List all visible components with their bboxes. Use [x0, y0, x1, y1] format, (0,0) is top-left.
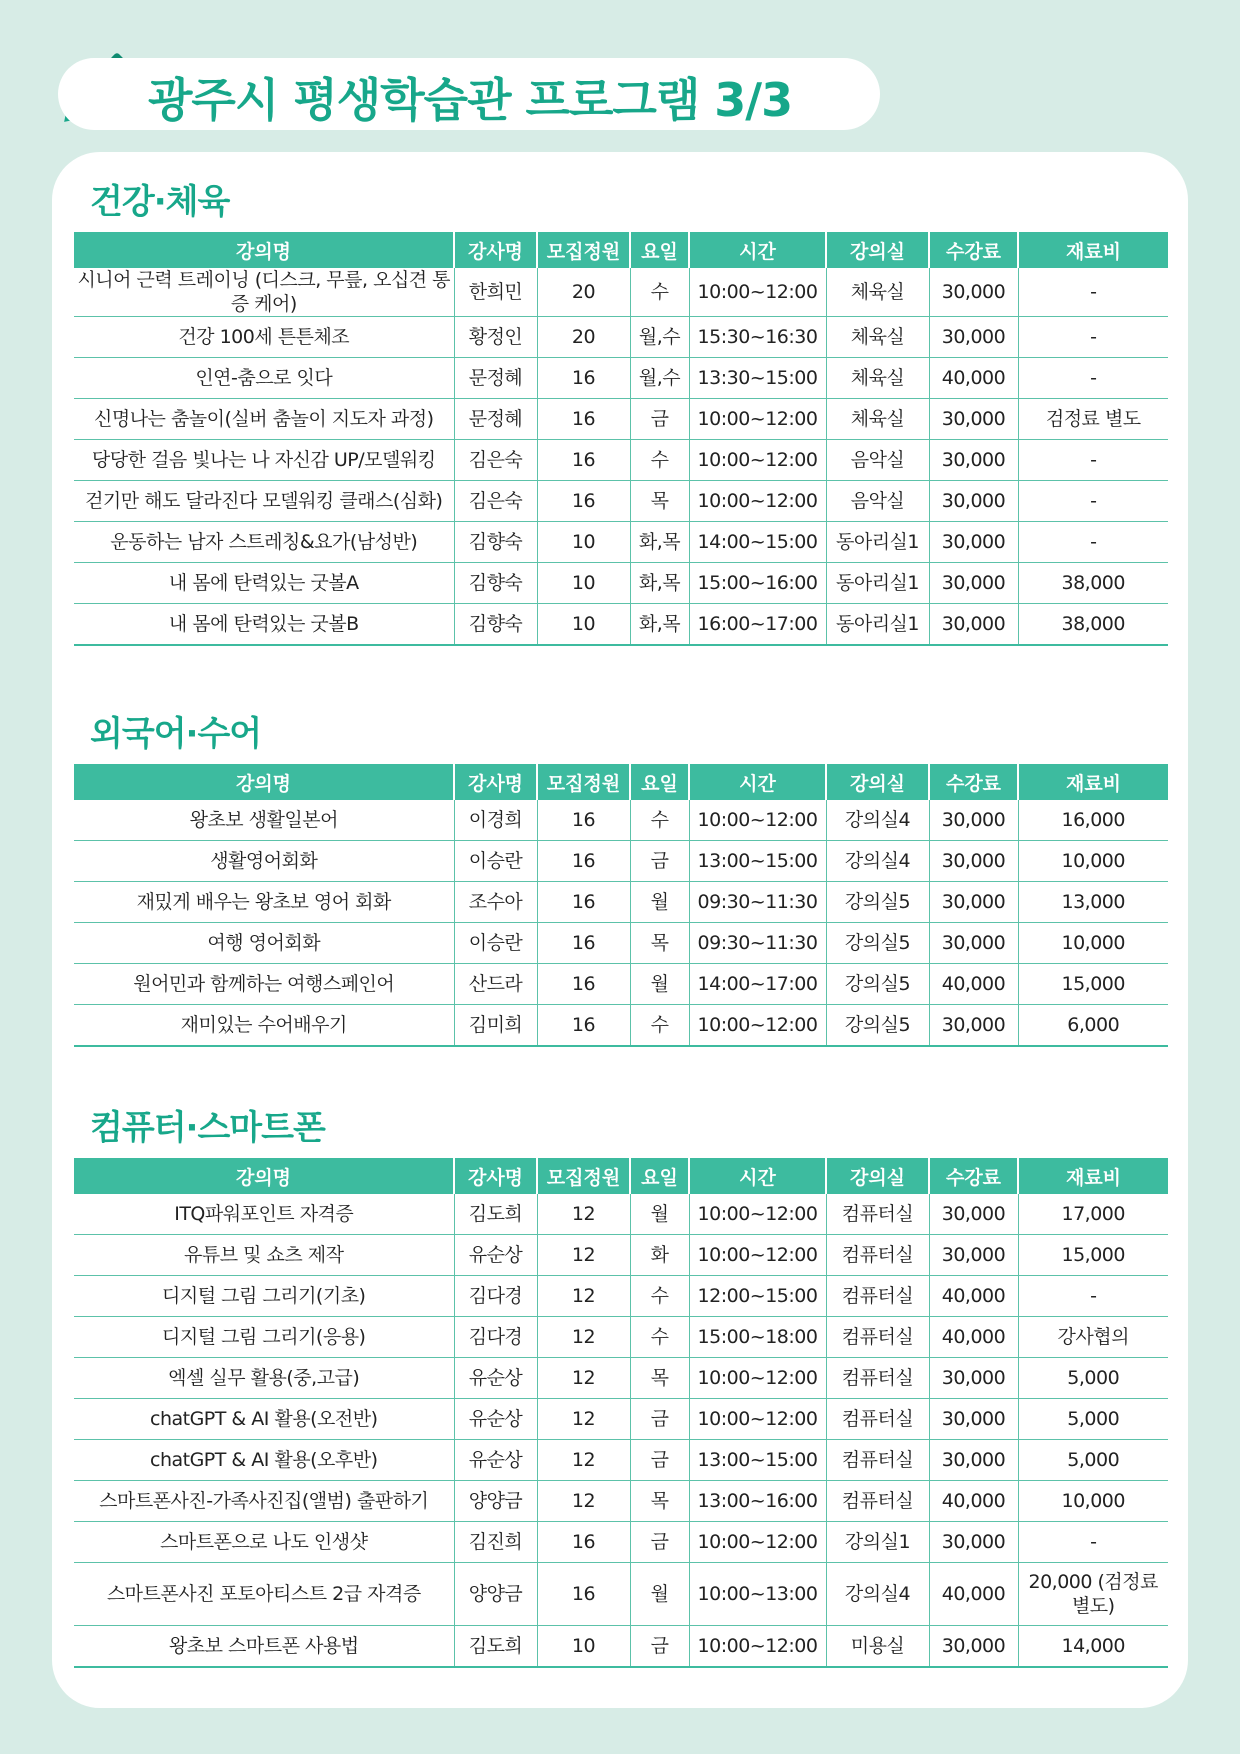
page-title: 광주시 평생학습관 프로그램 3/3: [148, 73, 793, 127]
cell-tuition: 30,000: [929, 1358, 1018, 1399]
cell-instructor: 김도희: [454, 1194, 537, 1235]
cell-time: 10:00~12:00: [689, 268, 826, 317]
cell-day: 월: [630, 1194, 689, 1235]
cell-material-fee: 16,000: [1018, 800, 1168, 841]
cell-classroom: 컴퓨터실: [826, 1358, 929, 1399]
cell-tuition: 40,000: [929, 1317, 1018, 1358]
column-header-classroom: 강의실: [826, 232, 929, 268]
cell-time: 10:00~12:00: [689, 800, 826, 841]
column-header-instructor: 강사명: [454, 1158, 537, 1194]
cell-capacity: 10: [537, 563, 630, 604]
cell-classroom: 체육실: [826, 268, 929, 317]
cell-tuition: 30,000: [929, 268, 1018, 317]
cell-material-fee: -: [1018, 1522, 1168, 1563]
cell-instructor: 김은숙: [454, 481, 537, 522]
cell-tuition: 30,000: [929, 522, 1018, 563]
cell-course-name: ITQ파워포인트 자격증: [174, 1203, 354, 1225]
cell-material-fee: 10,000: [1018, 841, 1168, 882]
table-row: [74, 1317, 1168, 1358]
cell-capacity: 12: [537, 1399, 630, 1440]
cell-time: 09:30~11:30: [689, 882, 826, 923]
cell-material-fee: 강사협의: [1018, 1317, 1168, 1358]
cell-time: 14:00~15:00: [689, 522, 826, 563]
cell-classroom: 동아리실1: [826, 563, 929, 604]
cell-material-fee: 10,000: [1018, 923, 1168, 964]
cell-tuition: 30,000: [929, 399, 1018, 440]
cell-classroom: 동아리실1: [826, 522, 929, 563]
cell-material-fee: 15,000: [1018, 964, 1168, 1005]
cell-day: 금: [630, 841, 689, 882]
cell-material-fee: -: [1018, 317, 1168, 358]
cell-material-fee: -: [1018, 268, 1168, 317]
column-header-day: 요일: [630, 232, 689, 268]
cell-material-fee: -: [1018, 440, 1168, 481]
cell-time: 13:30~15:00: [689, 358, 826, 399]
cell-capacity: 10: [537, 604, 630, 646]
cell-tuition: 30,000: [929, 923, 1018, 964]
cell-course-name: 운동하는 남자 스트레칭&요가(남성반): [74, 522, 454, 563]
cell-instructor: 문정혜: [454, 399, 537, 440]
section-computer: [74, 1106, 1168, 1668]
cell-course-name: 엑셀 실무 활용(중,고급): [74, 1358, 454, 1399]
cell-time: 13:00~15:00: [689, 1440, 826, 1481]
cell-day: 월,수: [630, 358, 689, 399]
cell-instructor: 김미희: [454, 1005, 537, 1047]
cell-instructor: 김향숙: [454, 522, 537, 563]
cell-classroom: 음악실: [826, 481, 929, 522]
cell-day: 화,목: [630, 604, 689, 646]
cell-instructor: 이승란: [454, 923, 537, 964]
section-title: 외국어·수어: [90, 714, 262, 754]
cell-classroom: 강의실1: [826, 1522, 929, 1563]
cell-instructor: 황정인: [454, 317, 537, 358]
cell-material-fee: 38,000: [1018, 563, 1168, 604]
cell-capacity: 16: [537, 358, 630, 399]
cell-tuition: 30,000: [929, 604, 1018, 646]
table-row: [74, 1005, 1168, 1047]
table-row: [74, 1522, 1168, 1563]
cell-tuition: 30,000: [929, 1626, 1018, 1668]
cell-instructor: 이승란: [454, 841, 537, 882]
cell-instructor: 유순상: [454, 1440, 537, 1481]
cell-tuition: 40,000: [929, 1481, 1018, 1522]
cell-time: 10:00~13:00: [689, 1563, 826, 1626]
column-header-classroom: 강의실: [826, 1158, 929, 1194]
cell-day: 월: [630, 1563, 689, 1626]
cell-classroom: 강의실4: [826, 800, 929, 841]
cell-capacity: 16: [537, 923, 630, 964]
cell-course-name: 여행 영어회화: [74, 923, 454, 964]
cell-material-fee: 5,000: [1018, 1358, 1168, 1399]
cell-capacity: 16: [537, 882, 630, 923]
cell-tuition: 30,000: [929, 841, 1018, 882]
cell-course-name: chatGPT & AI 활용(오후반): [74, 1440, 454, 1481]
table-row: [74, 481, 1168, 522]
cell-time: 10:00~12:00: [689, 440, 826, 481]
cell-course-name: 건강 100세 튼튼체조: [74, 317, 454, 358]
cell-time: 10:00~12:00: [689, 1358, 826, 1399]
cell-day: 목: [630, 481, 689, 522]
cell-day: 화,목: [630, 563, 689, 604]
cell-material-fee: 14,000: [1018, 1626, 1168, 1668]
cell-course-name: 디지털 그림 그리기(응용): [74, 1317, 454, 1358]
table-header-row: [74, 232, 1168, 268]
column-header-tuition: 수강료: [929, 1158, 1018, 1194]
column-header-capacity: 모집정원: [537, 764, 630, 800]
section-title: 컴퓨터·스마트폰: [90, 1108, 325, 1148]
cell-classroom: 미용실: [826, 1626, 929, 1668]
table-row: [74, 1563, 1168, 1626]
cell-instructor: 양양금: [454, 1563, 537, 1626]
section-health: [74, 180, 1168, 646]
table-row: [74, 964, 1168, 1005]
cell-instructor: 김다경: [454, 1317, 537, 1358]
cell-day: 금: [630, 1399, 689, 1440]
cell-instructor: 김다경: [454, 1276, 537, 1317]
cell-instructor: 김도희: [454, 1626, 537, 1668]
cell-tuition: 40,000: [929, 358, 1018, 399]
cell-tuition: 30,000: [929, 800, 1018, 841]
cell-day: 화,목: [630, 522, 689, 563]
table-row: [74, 268, 1168, 317]
cell-course-name: 스마트폰사진 포토아티스트 2급 자격증: [74, 1563, 454, 1626]
cell-course-name: 유튜브 및 쇼츠 제작: [74, 1235, 454, 1276]
cell-instructor: 이경희: [454, 800, 537, 841]
cell-material-fee: 20,000 (검정료 별도): [1018, 1563, 1168, 1626]
cell-capacity: 12: [537, 1317, 630, 1358]
cell-time: 10:00~12:00: [689, 1399, 826, 1440]
column-header-material-fee: 재료비: [1018, 1158, 1168, 1194]
cell-day: 금: [630, 399, 689, 440]
table-row: [74, 1626, 1168, 1668]
column-header-instructor: 강사명: [454, 232, 537, 268]
cell-course-name: 생활영어회화: [74, 841, 454, 882]
cell-material-fee: 5,000: [1018, 1399, 1168, 1440]
table-row: [74, 800, 1168, 841]
cell-day: 목: [630, 1358, 689, 1399]
cell-material-fee: 13,000: [1018, 882, 1168, 923]
cell-material-fee: -: [1018, 522, 1168, 563]
cell-classroom: 동아리실1: [826, 604, 929, 646]
cell-time: 14:00~17:00: [689, 964, 826, 1005]
cell-course-name: 스마트폰으로 나도 인생샷: [74, 1522, 454, 1563]
cell-capacity: 16: [537, 440, 630, 481]
cell-tuition: 40,000: [929, 1563, 1018, 1626]
cell-day: 수: [630, 1005, 689, 1047]
table-header-row: [74, 1158, 1168, 1194]
cell-time: 10:00~12:00: [689, 1235, 826, 1276]
cell-tuition: 40,000: [929, 1276, 1018, 1317]
column-header-tuition: 수강료: [929, 764, 1018, 800]
cell-classroom: 강의실4: [826, 1563, 929, 1626]
cell-capacity: 16: [537, 841, 630, 882]
table-row: [74, 1481, 1168, 1522]
cell-tuition: 30,000: [929, 440, 1018, 481]
program-table: [74, 764, 1168, 1047]
cell-material-fee: 검정료 별도: [1018, 399, 1168, 440]
cell-tuition: 30,000: [929, 1235, 1018, 1276]
cell-classroom: 컴퓨터실: [826, 1399, 929, 1440]
cell-course-name: 내 몸에 탄력있는 굿볼A: [74, 563, 454, 604]
cell-day: 월: [630, 882, 689, 923]
cell-time: 13:00~15:00: [689, 841, 826, 882]
table-row: [74, 604, 1168, 646]
column-header-capacity: 모집정원: [537, 1158, 630, 1194]
cell-time: 10:00~12:00: [689, 399, 826, 440]
cell-instructor: 김향숙: [454, 563, 537, 604]
cell-classroom: 강의실5: [826, 882, 929, 923]
table-row: [74, 440, 1168, 481]
cell-capacity: 12: [537, 1194, 630, 1235]
cell-material-fee: -: [1018, 481, 1168, 522]
cell-capacity: 12: [537, 1276, 630, 1317]
cell-classroom: 컴퓨터실: [826, 1440, 929, 1481]
cell-capacity: 12: [537, 1358, 630, 1399]
cell-classroom: 강의실4: [826, 841, 929, 882]
column-header-material-fee: 재료비: [1018, 232, 1168, 268]
cell-classroom: 체육실: [826, 399, 929, 440]
cell-classroom: 컴퓨터실: [826, 1276, 929, 1317]
cell-classroom: 컴퓨터실: [826, 1235, 929, 1276]
table-row: [74, 358, 1168, 399]
cell-course-name: 신명나는 춤놀이(실버 춤놀이 지도자 과정): [74, 399, 454, 440]
cell-day: 수: [630, 268, 689, 317]
cell-course-name: 스마트폰사진-가족사진집(앨범) 출판하기: [74, 1481, 454, 1522]
cell-tuition: 30,000: [929, 481, 1018, 522]
cell-tuition: 30,000: [929, 563, 1018, 604]
cell-classroom: 음악실: [826, 440, 929, 481]
cell-time: 10:00~12:00: [689, 1522, 826, 1563]
table-row: [74, 1440, 1168, 1481]
cell-capacity: 10: [537, 1626, 630, 1668]
cell-day: 월,수: [630, 317, 689, 358]
cell-tuition: 30,000: [929, 317, 1018, 358]
cell-capacity: 16: [537, 964, 630, 1005]
column-header-time: 시간: [689, 232, 826, 268]
table-row: [74, 1235, 1168, 1276]
cell-tuition: 30,000: [929, 1005, 1018, 1047]
cell-time: 10:00~12:00: [689, 481, 826, 522]
cell-classroom: 체육실: [826, 317, 929, 358]
cell-classroom: 강의실5: [826, 1005, 929, 1047]
cell-capacity: 12: [537, 1440, 630, 1481]
cell-instructor: 문정혜: [454, 358, 537, 399]
cell-course-name: 인연-춤으로 잇다: [74, 358, 454, 399]
cell-course-name: 원어민과 함께하는 여행스페인어: [74, 964, 454, 1005]
table-row: [74, 1358, 1168, 1399]
cell-instructor: 유순상: [454, 1358, 537, 1399]
cell-instructor: 김진희: [454, 1522, 537, 1563]
cell-day: 금: [630, 1626, 689, 1668]
column-header-tuition: 수강료: [929, 232, 1018, 268]
cell-material-fee: -: [1018, 1276, 1168, 1317]
cell-instructor: 산드라: [454, 964, 537, 1005]
cell-course-name: 왕초보 생활일본어: [189, 809, 338, 831]
cell-course-name: 재미있는 수어배우기: [74, 1005, 454, 1047]
cell-course-name: 당당한 걸음 빛나는 나 자신감 UP/모델워킹: [74, 440, 454, 481]
program-table: [74, 232, 1168, 646]
cell-time: 15:00~16:00: [689, 563, 826, 604]
cell-time: 10:00~12:00: [689, 1194, 826, 1235]
cell-capacity: 10: [537, 522, 630, 563]
cell-material-fee: 10,000: [1018, 1481, 1168, 1522]
cell-time: 12:00~15:00: [689, 1276, 826, 1317]
cell-course-name: 왕초보 스마트폰 사용법: [74, 1626, 454, 1668]
column-header-time: 시간: [689, 1158, 826, 1194]
cell-instructor: 한희민: [454, 268, 537, 317]
cell-material-fee: 15,000: [1018, 1235, 1168, 1276]
cell-day: 화: [630, 1235, 689, 1276]
cell-time: 10:00~12:00: [689, 1005, 826, 1047]
column-header-day: 요일: [630, 764, 689, 800]
table-row: [74, 1276, 1168, 1317]
cell-instructor: 김은숙: [454, 440, 537, 481]
table-row: [74, 1399, 1168, 1440]
cell-capacity: 12: [537, 1235, 630, 1276]
cell-instructor: 김향숙: [454, 604, 537, 646]
column-header-course-name: 강의명: [74, 1158, 454, 1194]
cell-course-name: 재밌게 배우는 왕초보 영어 회화: [74, 882, 454, 923]
cell-day: 금: [630, 1522, 689, 1563]
cell-capacity: 16: [537, 481, 630, 522]
cell-classroom: 체육실: [826, 358, 929, 399]
cell-tuition: 30,000: [929, 1399, 1018, 1440]
cell-material-fee: 6,000: [1018, 1005, 1168, 1047]
cell-capacity: 16: [537, 1563, 630, 1626]
cell-tuition: 30,000: [929, 1522, 1018, 1563]
cell-time: 09:30~11:30: [689, 923, 826, 964]
cell-material-fee: -: [1018, 358, 1168, 399]
cell-capacity: 16: [537, 1522, 630, 1563]
cell-capacity: 20: [537, 268, 630, 317]
cell-capacity: 12: [537, 1481, 630, 1522]
cell-instructor: 조수아: [454, 882, 537, 923]
cell-classroom: 강의실5: [826, 923, 929, 964]
table-row: [74, 1194, 1168, 1235]
cell-capacity: 20: [537, 317, 630, 358]
cell-material-fee: 17,000: [1018, 1194, 1168, 1235]
table-row: [74, 841, 1168, 882]
table-header-row: [74, 764, 1168, 800]
cell-material-fee: 38,000: [1018, 604, 1168, 646]
table-row: [74, 882, 1168, 923]
cell-time: 16:00~17:00: [689, 604, 826, 646]
cell-tuition: 30,000: [929, 1194, 1018, 1235]
cell-time: 13:00~16:00: [689, 1481, 826, 1522]
column-header-course-name: 강의명: [74, 232, 454, 268]
cell-course-name: 시니어 근력 트레이닝 (디스크, 무릎, 오십견 통증 케어): [77, 269, 451, 315]
cell-day: 수: [630, 440, 689, 481]
cell-classroom: 강의실5: [826, 964, 929, 1005]
cell-day: 수: [630, 1276, 689, 1317]
table-row: [74, 317, 1168, 358]
column-header-course-name: 강의명: [74, 764, 454, 800]
cell-capacity: 16: [537, 1005, 630, 1047]
cell-course-name: chatGPT & AI 활용(오전반): [74, 1399, 454, 1440]
column-header-classroom: 강의실: [826, 764, 929, 800]
cell-time: 15:00~18:00: [689, 1317, 826, 1358]
table-row: [74, 563, 1168, 604]
cell-capacity: 16: [537, 800, 630, 841]
column-header-instructor: 강사명: [454, 764, 537, 800]
cell-course-name: 내 몸에 탄력있는 굿볼B: [74, 604, 454, 646]
section-title: 건강·체육: [90, 182, 230, 222]
cell-time: 15:30~16:30: [689, 317, 826, 358]
column-header-day: 요일: [630, 1158, 689, 1194]
cell-course-name: 디지털 그림 그리기(기초): [74, 1276, 454, 1317]
program-table: [74, 1158, 1168, 1668]
cell-course-name: 걷기만 해도 달라진다 모델워킹 클래스(심화): [74, 481, 454, 522]
cell-classroom: 컴퓨터실: [826, 1194, 929, 1235]
cell-material-fee: 5,000: [1018, 1440, 1168, 1481]
cell-day: 금: [630, 1440, 689, 1481]
table-row: [74, 923, 1168, 964]
cell-tuition: 30,000: [929, 1440, 1018, 1481]
cell-instructor: 유순상: [454, 1235, 537, 1276]
column-header-material-fee: 재료비: [1018, 764, 1168, 800]
cell-tuition: 30,000: [929, 882, 1018, 923]
cell-day: 수: [630, 1317, 689, 1358]
cell-day: 목: [630, 923, 689, 964]
cell-time: 10:00~12:00: [689, 1626, 826, 1668]
cell-instructor: 유순상: [454, 1399, 537, 1440]
cell-classroom: 컴퓨터실: [826, 1481, 929, 1522]
table-row: [74, 522, 1168, 563]
cell-capacity: 16: [537, 399, 630, 440]
cell-tuition: 40,000: [929, 964, 1018, 1005]
column-header-time: 시간: [689, 764, 826, 800]
cell-instructor: 양양금: [454, 1481, 537, 1522]
cell-day: 수: [630, 800, 689, 841]
column-header-capacity: 모집정원: [537, 232, 630, 268]
section-language: [74, 712, 1168, 1047]
table-row: [74, 399, 1168, 440]
cell-day: 월: [630, 964, 689, 1005]
cell-classroom: 컴퓨터실: [826, 1317, 929, 1358]
cell-day: 목: [630, 1481, 689, 1522]
